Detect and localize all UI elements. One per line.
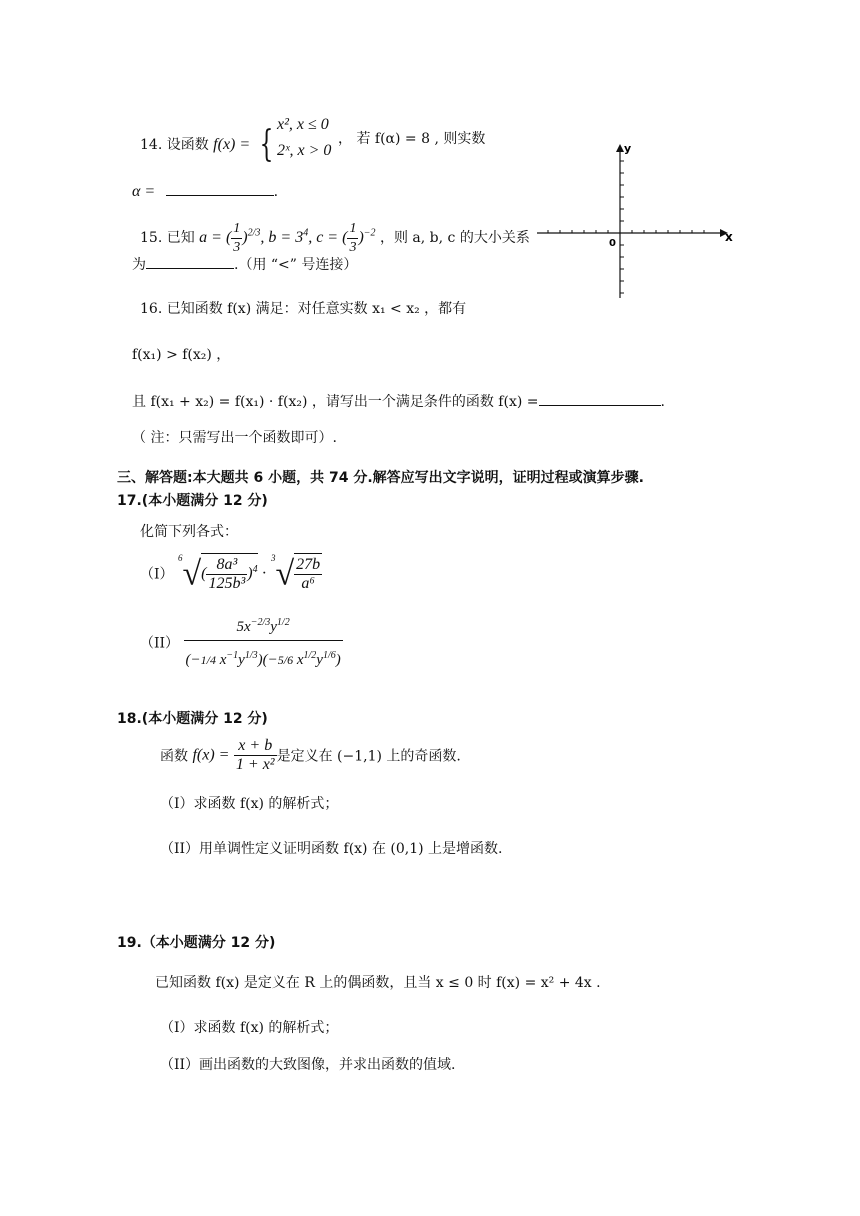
q16-line1: 16. 已知函数 f(x) 满足：对任意实数 x₁ < x₂ ，都有 [140,301,467,317]
q15-suffix: ，则 a, b, c 的大小关系 [379,230,530,247]
q14-line1 [140,124,278,165]
q16-line2: f(x₁) > f(x₂) ， [132,347,231,363]
q14-alpha: α = [132,183,156,200]
q15-answer-blank[interactable] [146,254,234,269]
q17-part2-expr: $\frac{5x^{-2/3}y^{1/2}}{(-1/4 x^{-1}y^{1/3})(-5/6 x^{1/2}y^{1/6})}$ [184,610,343,675]
q19-stem: 已知函数 f(x) 是定义在 R 上的偶函数，且当 x ≤ 0 时 f(x) = x² + 4x . [155,975,601,991]
y-axis-label: y [624,142,632,155]
q18-part2: （II）用单调性定义证明函数 f(x) 在 (0,1) 上是增函数. [160,841,503,857]
q14-prefix: 14. 设函数 [140,137,209,153]
q18-part1: （I）求函数 f(x) 的解析式； [160,796,339,812]
q14-piece2: 2ˣ, x > 0 [277,142,332,159]
q19-part2: （II）画出函数的大致图像，并求出函数的值域. [160,1057,456,1073]
origin-label: 0 [609,238,616,249]
q15-line1 [140,220,530,257]
q19-part1: （I）求函数 f(x) 的解析式； [160,1020,339,1036]
q14-answer-blank[interactable] [166,181,274,196]
q16-note: （ 注：只需写出一个函数即可）. [132,430,337,446]
q14-fx: f(x) = [213,136,251,153]
q17-heading: 17.(本小题满分 12 分) [117,493,268,509]
q17-part1-expr: $^6$√( $\frac{\text{8a³}}{\text{125b³}}$ )$^4$ · $^3$√ $\frac{27b}{\text{a⁶}}$ [177,553,321,593]
q14-brace: { [259,124,273,165]
q14-line2: α = . [132,183,279,200]
section3-heading: 三、解答题:本大题共 6 小题，共 74 分.解答应写出文字说明，证明过程或演算步骤. [117,470,644,486]
coordinate-axes-figure [535,140,740,305]
q15-line2: 为 .（用 “<” 号连接） [132,254,357,274]
q17-intro: 化简下列各式： [140,524,238,540]
q15-expr: a = ( $\frac{1}{3}$ )$^{2/3}$, $b = 3^4$, c = ( $\frac{1}{3}$ )$^{-2}$ [199,221,376,255]
q18-stem: 函数 f(x) = $\frac{x + b}{\text{1 + x²}}$ 是定义在 (−1,1) 上的奇函数. [160,737,461,773]
y-axis-arrow [616,144,624,152]
q16-answer-blank[interactable] [539,391,661,406]
q17-part2 [140,610,343,675]
q15-prefix: 15. 已知 [140,230,195,247]
q18-heading: 18.(本小题满分 12 分) [117,711,268,727]
q19-heading: 19.（本小题满分 12 分) [117,935,276,951]
q16-line3: 且 f(x₁ + x₂) = f(x₁) · f(x₂) ，请写出一个满足条件的函数 f(x) = . [132,391,665,411]
x-axis-label: x [725,230,733,244]
q14-piece1: x², x ≤ 0 [277,116,329,133]
q17-part2-label: （II） [140,635,180,652]
q18-fraction: $\frac{x + b}{\text{1 + x²}}$ [235,737,275,773]
q17-part1 [140,553,322,594]
q17-part1-label: （I） [140,566,174,583]
q14-condition: ， 若 f(α) = 8 , 则实数 [338,131,486,147]
